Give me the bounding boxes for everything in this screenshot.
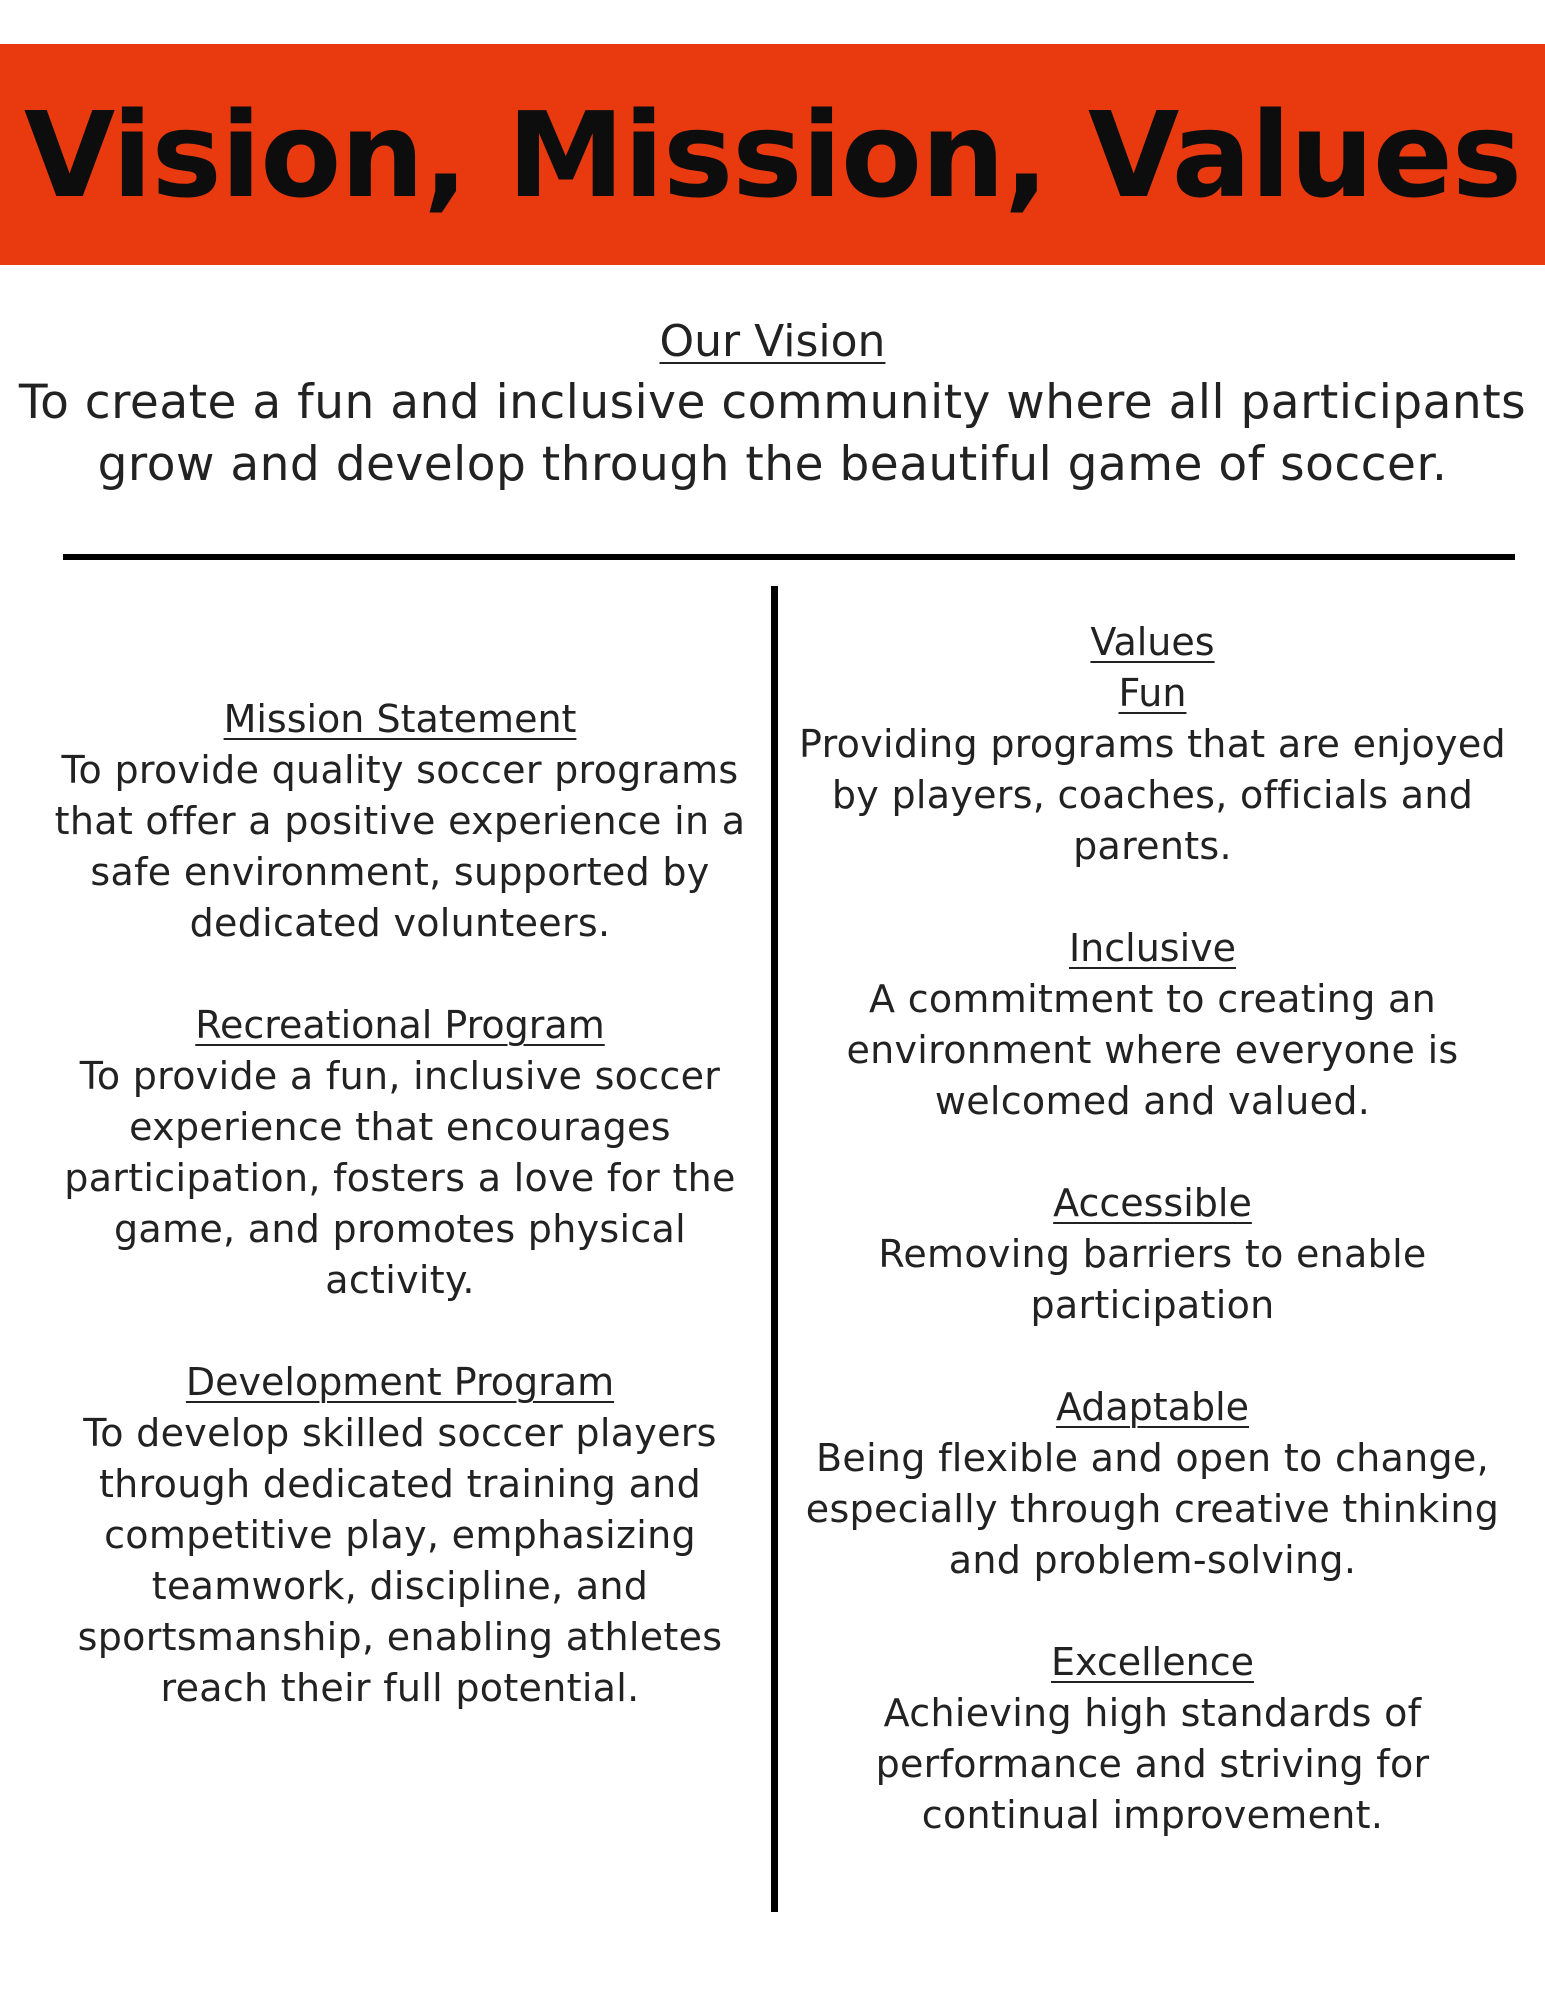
- value-fun-text: Providing programs that are enjoyed by players, coaches, officials and parents.: [799, 722, 1506, 868]
- vision-heading: Our Vision: [659, 316, 886, 367]
- title-banner: [0, 44, 1545, 265]
- development-program-heading: Development Program: [185, 1360, 615, 1404]
- value-fun-heading: Fun: [1118, 671, 1187, 715]
- values-column: [790, 617, 1515, 1892]
- mission-column: [40, 694, 760, 1765]
- value-adaptable-text: Being flexible and open to change, especially through creative thinking and problem-solving.: [805, 1436, 1500, 1582]
- value-inclusive: [790, 923, 1515, 1127]
- development-program-text: To develop skilled soccer players through dedicated training and competitive play, emphasizing teamwork, discipline, and sportsmanship, enabling athletes reach their full potential.: [77, 1411, 723, 1710]
- vision-text: To create a fun and inclusive community where all participants grow and develop through the beautiful game of soccer.: [18, 375, 1527, 492]
- value-fun: [790, 668, 1515, 872]
- page-title: Vision, Mission, Values: [23, 85, 1522, 224]
- value-accessible-heading: Accessible: [1053, 1181, 1252, 1225]
- value-inclusive-heading: Inclusive: [1068, 926, 1237, 970]
- value-adaptable-heading: Adaptable: [1055, 1385, 1250, 1429]
- value-excellence-heading: Excellence: [1051, 1640, 1254, 1684]
- mission-statement-heading: Mission Statement: [223, 697, 577, 741]
- recreational-program-text: To provide a fun, inclusive soccer experience that encourages participation, fosters a love for the game, and promotes physical activity.: [64, 1054, 736, 1302]
- vision-section: [0, 312, 1545, 496]
- recreational-program-heading: Recreational Program: [195, 1003, 605, 1047]
- value-accessible: [790, 1178, 1515, 1331]
- value-adaptable: [790, 1382, 1515, 1586]
- development-program-section: [40, 1357, 760, 1714]
- values-heading: Values: [1090, 620, 1215, 664]
- value-excellence: [790, 1637, 1515, 1841]
- mission-statement-section: [40, 694, 760, 949]
- value-accessible-text: Removing barriers to enable participation: [878, 1232, 1427, 1327]
- value-inclusive-text: A commitment to creating an environment where everyone is welcomed and valued.: [846, 977, 1459, 1123]
- horizontal-divider: [63, 554, 1515, 560]
- value-excellence-text: Achieving high standards of performance and striving for continual improvement.: [875, 1691, 1430, 1837]
- mission-statement-text: To provide quality soccer programs that offer a positive experience in a safe environment, supported by dedicated volunteers.: [54, 748, 746, 945]
- vertical-divider: [771, 586, 778, 1912]
- recreational-program-section: [40, 1000, 760, 1306]
